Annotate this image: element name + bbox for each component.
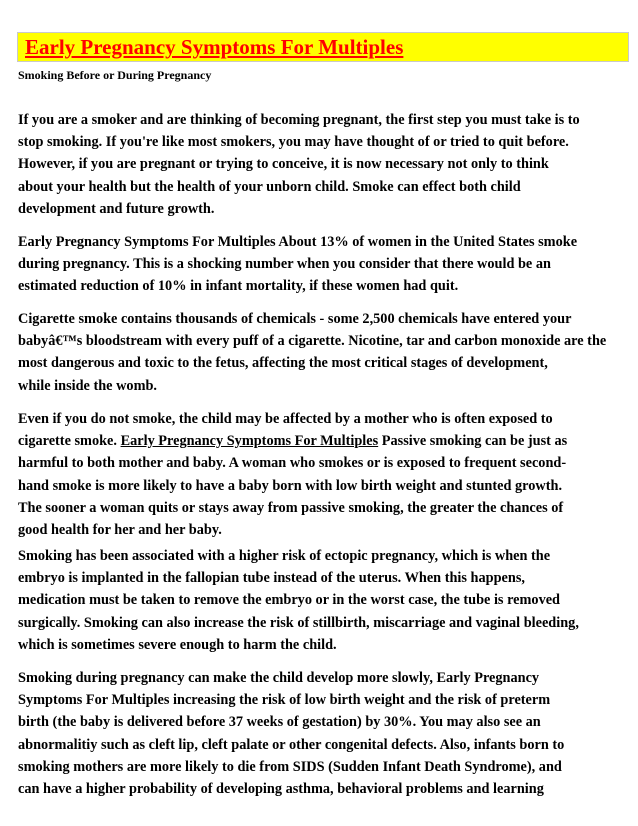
paragraph-line: hand smoke is more likely to have a baby born with low birth weight and stunted growth. [18, 477, 563, 494]
line-text: cigarette smoke. [18, 433, 121, 450]
paragraph-line: The sooner a woman quits or stays away from passive smoking, the greater the chances of [18, 499, 564, 516]
paragraph-line: babyâ€™s bloodstream with every puff of a cigarette. Nicotine, tar and carbon monoxide are the [18, 333, 607, 350]
paragraph-1 [18, 109, 580, 220]
paragraph-line: stop smoking. If you're like most smokers, you may have thought of or tried to quit before. [18, 134, 569, 151]
subtitle: Smoking Before or During Pregnancy [18, 68, 212, 82]
paragraph-line: while inside the womb. [18, 377, 158, 394]
paragraph-line: Smoking during pregnancy can make the child develop more slowly, Early Pregnancy [18, 670, 540, 686]
title-banner [17, 32, 629, 62]
paragraph-line: birth (the baby is delivered before 37 weeks of gestation) by 30%. You may also see an [18, 714, 541, 731]
paragraph-line: development and future growth. [18, 200, 215, 217]
paragraph-line: can have a higher probability of developing asthma, behavioral problems and learning [18, 781, 544, 798]
paragraph-line: Symptoms For Multiples increasing the risk of low birth weight and the risk of preterm [18, 692, 551, 709]
paragraph-line: medication must be taken to remove the embryo or in the worst case, the tube is removed [18, 592, 561, 609]
paragraph-line: Early Pregnancy Symptoms For Multiples About 13% of women in the United States smoke [18, 234, 578, 250]
paragraph-line: most dangerous and toxic to the fetus, affecting the most critical stages of development, [18, 355, 548, 372]
paragraph-line: good health for her and her baby. [18, 522, 222, 539]
paragraph-line [18, 430, 567, 452]
paragraph-line: If you are a smoker and are thinking of becoming pregnant, the first step you must take is to [18, 112, 580, 128]
page-title[interactable]: Early Pregnancy Symptoms For Multiples [25, 35, 404, 59]
article-link[interactable]: Early Pregnancy Symptoms For Multiples [120, 433, 379, 450]
paragraph-line: estimated reduction of 10% in infant mortality, if these women had quit. [18, 278, 459, 295]
paragraph-line: during pregnancy. This is a shocking number when you consider that there would be an [18, 256, 551, 273]
paragraph-3 [18, 308, 606, 397]
paragraph-line: abnormalitiy such as cleft lip, cleft palate or other congenital defects. Also, infants born to [18, 736, 565, 753]
paragraph-line: harmful to both mother and baby. A woman who smokes or is exposed to frequent second- [18, 455, 567, 472]
paragraph-line: surgically. Smoking can also increase the risk of stillbirth, miscarriage and vaginal bleeding, [18, 614, 579, 631]
paragraph-line: which is sometimes severe enough to harm the child. [18, 636, 337, 653]
paragraph-line: about your health but the health of your unborn child. Smoke can effect both child [18, 178, 521, 195]
paragraph-line: Smoking has been associated with a higher risk of ectopic pregnancy, which is when the [18, 548, 551, 564]
paragraph-line: Even if you do not smoke, the child may be affected by a mother who is often exposed to [18, 411, 553, 427]
paragraph-line: Cigarette smoke contains thousands of chemicals - some 2,500 chemicals have entered your [18, 311, 572, 327]
paragraph-5 [18, 545, 579, 656]
paragraph-line: smoking mothers are more likely to die from SIDS (Sudden Infant Death Syndrome), and [18, 758, 562, 775]
paragraph-6 [18, 667, 564, 800]
paragraph-4 [18, 408, 567, 541]
line-text: Passive smoking can be just as [378, 433, 568, 450]
paragraph-2 [18, 231, 577, 298]
paragraph-line: However, if you are pregnant or trying to conceive, it is now necessary not only to think [18, 156, 549, 173]
paragraph-line: embryo is implanted in the fallopian tube instead of the uterus. When this happens, [18, 570, 525, 587]
